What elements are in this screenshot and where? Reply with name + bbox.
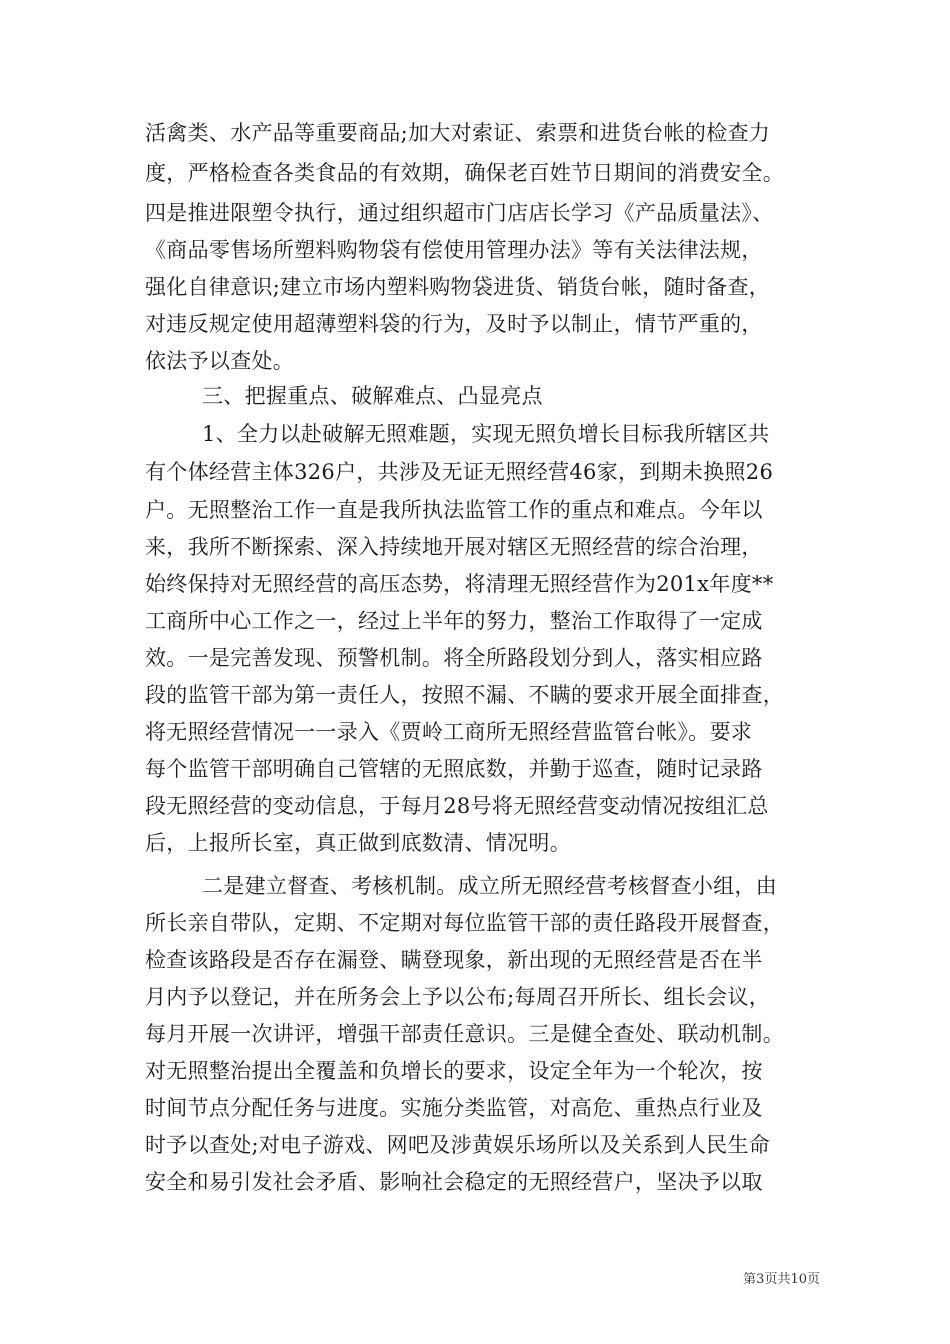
paragraph-first-line: 二是建立督查、考核机制。成立所无照经营考核督查小组，由: [202, 874, 778, 898]
body-text-line: 对无照整治提出全覆盖和负增长的要求，设定全年为一个轮次，按: [145, 1059, 763, 1083]
body-text-line: 有个体经营主体326户，共涉及无证无照经营46家，到期未换照26: [145, 460, 774, 484]
section-heading: 三、把握重点、破解难点、凸显亮点: [202, 384, 543, 408]
subsection-heading-line: 1、全力以赴破解无照难题，实现无照负增长目标我所辖区共: [202, 422, 770, 446]
body-text-line: 《商品零售场所塑料购物袋有偿使用管理办法》等有关法律法规，: [145, 238, 763, 262]
body-text-line: 安全和易引发社会矛盾、影响社会稳定的无照经营户，坚决予以取: [145, 1170, 763, 1194]
body-text-line: 每月开展一次讲评，增强干部责任意识。三是健全查处、联动机制。: [145, 1022, 784, 1046]
body-text-line: 段无照经营的变动信息，于每月28号将无照经营变动情况按组汇总: [145, 794, 769, 818]
body-text-line: 活禽类、水产品等重要商品;加大对索证、索票和进货台帐的检查力: [145, 121, 771, 145]
body-text-line: 检查该路段是否存在漏登、瞒登现象，新出现的无照经营是否在半: [145, 948, 763, 972]
body-text-line: 度，严格检查各类食品的有效期，确保老百姓节日期间的消费安全。: [145, 161, 784, 185]
body-text-line: 月内予以登记，并在所务会上予以公布;每周召开所长、组长会议，: [145, 985, 771, 1009]
body-text-line: 后，上报所长室，真正做到底数清、情况明。: [145, 831, 571, 855]
body-text-line: 始终保持对无照经营的高压态势，将清理无照经营作为201x年度**: [145, 572, 774, 596]
page-number-footer: 第3页共10页: [743, 1272, 820, 1287]
body-text-line: 时间节点分配任务与进度。实施分类监管，对高危、重热点行业及: [145, 1096, 763, 1120]
body-text-line: 段的监管干部为第一责任人，按照不漏、不瞒的要求开展全面排查，: [145, 683, 784, 707]
body-text-line: 时予以查处;对电子游戏、网吧及涉黄娱乐场所以及关系到人民生命: [145, 1133, 771, 1157]
body-text-line: 依法予以查处。: [145, 349, 295, 373]
body-text-line: 所长亲自带队，定期、不定期对每位监管干部的责任路段开展督查，: [145, 911, 784, 935]
body-text-line: 来，我所不断探索、深入持续地开展对辖区无照经营的综合治理，: [145, 535, 763, 559]
body-text-line: 对违反规定使用超薄塑料袋的行为，及时予以制止，情节严重的，: [145, 312, 763, 336]
body-text-line: 四是推进限塑令执行，通过组织超市门店店长学习《产品质量法》、: [145, 201, 774, 225]
body-text-line: 工商所中心工作之一，经过上半年的努力，整治工作取得了一定成: [145, 609, 763, 633]
body-text-line: 效。一是完善发现、预警机制。将全所路段划分到人，落实相应路: [145, 646, 763, 670]
body-text-line: 每个监管干部明确自己管辖的无照底数，并勤于巡查，随时记录路: [145, 757, 763, 781]
body-text-line: 强化自律意识;建立市场内塑料购物袋进货、销货台帐，随时备查，: [145, 275, 771, 299]
body-text-line: 户。无照整治工作一直是我所执法监管工作的重点和难点。今年以: [145, 498, 763, 522]
body-text-line: 将无照经营情况一一录入《贾岭工商所无照经营监管台帐》。要求: [145, 720, 753, 744]
